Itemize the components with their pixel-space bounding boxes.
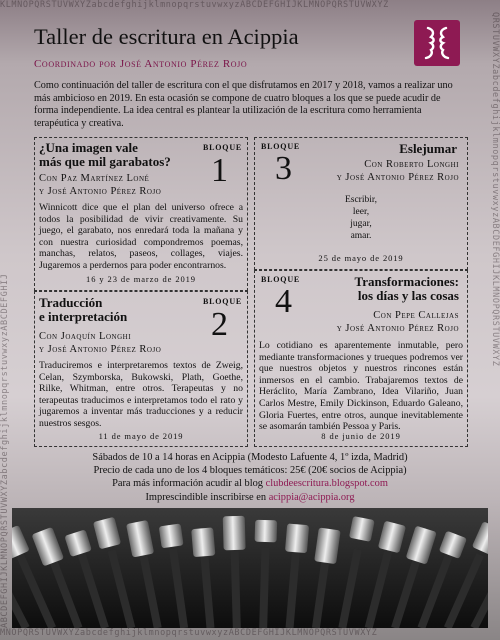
poem-line: leer, [352,207,370,217]
footer-info [34,451,466,504]
block-3-number: 3 [275,150,292,187]
block-1-label: BLOQUE [203,143,243,152]
block-4-author-line1: Con Pepe Callejas [373,310,459,321]
block-1 [34,137,248,291]
intro-paragraph: Como continuación del taller de escritura con el que disfrutamos en 2017 y 2018, vamos a realizar uno más ambicioso en 2019. En esta ocasión se compone de cuatro bloques a los que se puede acudir de forma independiente. La idea central es plantear la utilización de la escritura como herramienta terapéutica y creativa. [34,80,453,129]
block-4 [254,270,468,447]
footer-schedule: Sábados de 10 a 14 horas en Acippia (Modesto Lafuente 4, 1º izda, Madrid) [92,452,408,463]
block-1-description: Winnicott dice que el plan del universo ofrece a todos la posibilidad de vivir creativamente. Su juego, el garabato, nos enredará toda la mañana y con nuestra curiosidad compondremos poemas, manchas, relatos, paseos, collages, viajes. Jugaremos a perdernos para poder encontrarnos. [39,202,243,271]
block-3-label: BLOQUE [261,142,301,151]
footer-blog-line [34,477,466,490]
acippia-logo-icon [414,20,460,66]
block-1-title-line1: ¿Una imagen vale [39,140,138,155]
email-link[interactable]: acippia@acippia.org [268,491,355,503]
block-2-title-line1: Traducción [39,295,103,310]
block-1-author-line2: y José Antonio Pérez Rojo [39,186,162,197]
block-1-title-line2: más que mil garabatos? [39,154,171,169]
block-4-number: 4 [275,283,292,320]
block-3-author-line2: y José Antonio Pérez Rojo [336,172,459,183]
footer-blog-text: Para más información acudir al blog [112,478,266,490]
footer-signup-text: Imprescindible inscribirse en [145,491,269,503]
block-4-date: 8 de junio de 2019 [321,431,401,441]
block-4-label: BLOQUE [261,275,301,284]
block-3-title: Eslejumar [399,141,457,156]
block-1-date: 16 y 23 de marzo de 2019 [86,274,196,284]
block-1-number: 1 [211,152,228,189]
block-3 [254,137,468,270]
block-2-description: Traduciremos e interpretaremos textos de Zweig, Celan, Szymborska, Bukowski, Plath, Goethe, Rilke, Whitman, entre otros. Terapeutas y no terapeutas traducimos e interpretamos todo el rato y jugaremos a inventar más traducciones y a reducir nuestros sesgos. [39,360,243,429]
block-2-label: BLOQUE [203,297,243,306]
footer-signup-line [34,491,466,504]
block-1-author-line1: Con Paz Martínez Loné [39,173,150,184]
page-title: Taller de escritura en Acippia [34,24,299,49]
block-4-author-line2: y José Antonio Pérez Rojo [336,323,459,334]
block-2-author-line2: y José Antonio Pérez Rojo [39,344,162,355]
block-2-author-line1: Con Joaquín Longhi [39,331,132,342]
block-4-description: Lo cotidiano es aparentemente inmutable, pero mediante transformaciones y trueques podremos ver que nuestros objetos y nuestros rincones están inmersos en el cambio. Trabajaremos textos de Heráclito, María Zambrano, Idea Vilariño, Juan Carlos Mestre, Emily Dickinson, Eduardo Galeano, Gloria Fuertes, entre otros, aunque inevitablemente se asomarán también Pessoa y Paris. [259,340,463,433]
poem-line: amar. [350,231,372,241]
block-2 [34,291,248,447]
block-2-number: 2 [211,306,228,343]
page-subtitle: Coordinado por José Antonio Pérez Rojo [34,58,248,70]
frame-alphabet-bottom: MNOPQRSTUVWXYZabcdefghijklmnopqrstuvwxyzABCDEFGHIJKLMNOPQRSTUVWXYZ [0,628,378,638]
typewriter-keys-image [12,508,488,628]
frame-alphabet-left: ABCDEFGHIJKLMNOPQRSTUVWXYZabcdefghijklmnopqrstuvwxyzABCDEFGHIJ [0,273,10,628]
frame-alphabet-top: KLMNOPQRSTUVWXYZabcdefghijklmnopqrstuvwxyzABCDEFGHIJKLMNOPQRSTUVWXYZ [0,0,389,10]
footer-price: Precio de cada uno de los 4 bloques temáticos: 25€ (20€ socios de Acippia) [93,465,407,477]
frame-alphabet-right: QRSTUVWXYZabcdefghijklmnopqrstuvwxyzABCDEFGHIJKLMNOPQRSTUVWXYZ [490,12,500,367]
block-4-title-line1: Transformaciones: [354,274,459,289]
poem-line: jugar, [350,219,372,229]
block-2-date: 11 de mayo de 2019 [98,431,184,441]
block-3-author-line1: Con Roberto Longhi [364,159,459,170]
block-3-poem [321,194,401,242]
poem-line: Escribir, [344,195,378,205]
blog-link[interactable]: clubdeescritura.blogspot.com [265,478,388,490]
block-2-title-line2: e interpretación [39,309,128,324]
block-3-date: 25 de mayo de 2019 [318,253,404,263]
block-4-title-line2: los días y las cosas [357,288,459,303]
